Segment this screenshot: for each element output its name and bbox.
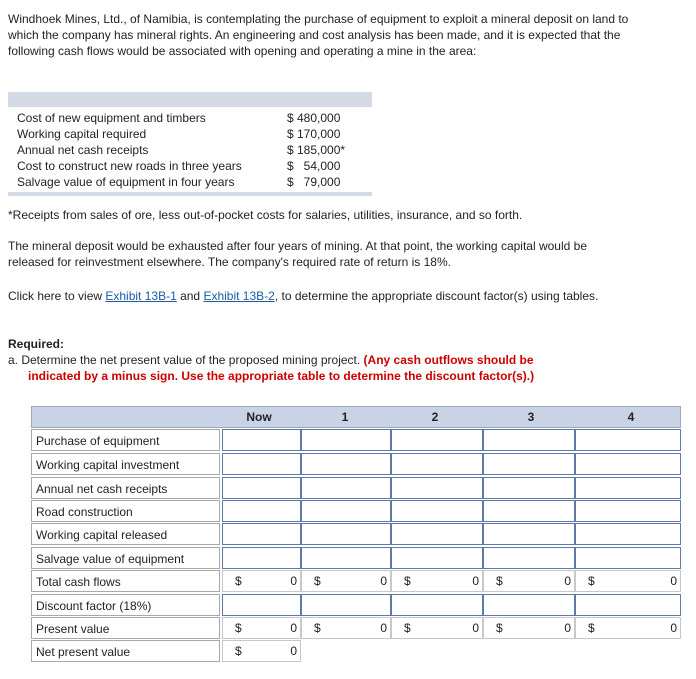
given-label: Annual net cash receipts: [17, 143, 149, 157]
answer-input[interactable]: [575, 500, 681, 522]
year-header: Now: [246, 410, 272, 424]
exhibit-text-mid: and: [176, 289, 204, 303]
part-a-instruction: (Any cash outflows should be: [363, 353, 534, 367]
total-cash-flow-value: 0: [670, 574, 677, 588]
row-label: Net present value: [31, 640, 220, 662]
given-row: [17, 158, 372, 174]
cash-flow-data-table: [8, 92, 372, 196]
given-value: $ 480,000: [287, 111, 341, 125]
given-table-footer: [8, 192, 372, 196]
answer-input[interactable]: [222, 500, 301, 522]
year-header: 2: [431, 410, 439, 424]
answer-input[interactable]: [301, 500, 391, 522]
required-heading: Required:: [8, 337, 65, 351]
exhibit-13b-2-link[interactable]: Exhibit 13B-2: [203, 289, 275, 303]
year-header: 3: [527, 410, 535, 424]
currency-symbol: $: [496, 621, 503, 635]
answer-input[interactable]: [575, 594, 681, 616]
answer-input[interactable]: [301, 523, 391, 545]
currency-symbol: $: [588, 621, 595, 635]
total-cash-flow-value: 0: [380, 574, 387, 588]
given-table-header: [8, 92, 372, 107]
answer-input[interactable]: [575, 523, 681, 545]
given-row: [17, 126, 372, 142]
problem-intro: Windhoek Mines, Ltd., of Namibia, is contemplating the purchase of equipment to exploit a mineral deposit on land to which the company has mineral rights. An engineering and cost analysis has been made, and it is expected that the following cash flows would be associated with opening and operating a mine in the area:: [8, 12, 629, 58]
currency-symbol: $: [588, 574, 595, 588]
present-value: 0: [670, 621, 677, 635]
total-cash-flow-value: 0: [564, 574, 571, 588]
exhibit-text-pre: Click here to view: [8, 289, 106, 303]
answer-input[interactable]: [391, 547, 483, 569]
given-row: [17, 174, 372, 190]
row-label: Salvage value of equipment: [31, 547, 220, 569]
exhibit-text-post: , to determine the appropriate discount factor(s) using tables.: [274, 289, 599, 303]
answer-input[interactable]: [391, 477, 483, 499]
answer-input[interactable]: [301, 453, 391, 475]
answer-input[interactable]: [575, 429, 681, 451]
answer-input[interactable]: [301, 594, 391, 616]
required-part-a: [8, 352, 688, 368]
row-label: Present value: [31, 617, 220, 639]
answer-input[interactable]: [301, 429, 391, 451]
answer-input[interactable]: [391, 594, 483, 616]
answer-input[interactable]: [222, 547, 301, 569]
row-label: Discount factor (18%): [31, 594, 220, 616]
problem-context: The mineral deposit would be exhausted after four years of mining. At that point, the working capital would be released for reinvestment elsewhere. The company's required rate of return is 18%.: [8, 239, 587, 269]
answer-input[interactable]: [222, 429, 301, 451]
given-value: $ 79,000: [287, 175, 341, 189]
npv-value: 0: [290, 644, 297, 658]
answer-input[interactable]: [483, 500, 575, 522]
row-label: Annual net cash receipts: [31, 477, 220, 499]
part-a-instruction-cont: indicated by a minus sign. Use the appropriate table to determine the discount factor(s).): [28, 369, 535, 383]
answer-input[interactable]: [483, 523, 575, 545]
given-value: $ 185,000*: [287, 143, 346, 157]
part-a-text: a. Determine the net present value of the proposed mining project.: [8, 353, 364, 367]
row-label: Working capital released: [31, 523, 220, 545]
answer-input[interactable]: [483, 594, 575, 616]
currency-symbol: $: [235, 621, 242, 635]
row-label: Road construction: [31, 500, 220, 522]
currency-symbol: $: [235, 644, 242, 658]
present-value: 0: [380, 621, 387, 635]
answer-input[interactable]: [391, 523, 483, 545]
currency-symbol: $: [496, 574, 503, 588]
answer-input[interactable]: [483, 547, 575, 569]
answer-input[interactable]: [483, 477, 575, 499]
currency-symbol: $: [235, 574, 242, 588]
year-header: 4: [627, 410, 635, 424]
given-row: [17, 110, 372, 126]
year-header: 1: [341, 410, 349, 424]
answer-input[interactable]: [483, 453, 575, 475]
answer-input[interactable]: [222, 453, 301, 475]
npv-worksheet: [31, 406, 681, 662]
given-label: Cost to construct new roads in three years: [17, 159, 242, 173]
total-cash-flow-value: 0: [472, 574, 479, 588]
given-row: [17, 142, 372, 158]
answer-input[interactable]: [301, 477, 391, 499]
exhibit-instructions: [8, 288, 628, 304]
currency-symbol: $: [404, 621, 411, 635]
given-label: Salvage value of equipment in four years: [17, 175, 235, 189]
answer-input[interactable]: [301, 547, 391, 569]
currency-symbol: $: [314, 621, 321, 635]
given-label: Working capital required: [17, 127, 147, 141]
exhibit-13b-1-link[interactable]: Exhibit 13B-1: [105, 289, 177, 303]
answer-input[interactable]: [222, 523, 301, 545]
total-cash-flow-value: 0: [290, 574, 297, 588]
present-value: 0: [564, 621, 571, 635]
answer-input[interactable]: [483, 429, 575, 451]
given-value: $ 170,000: [287, 127, 341, 141]
given-label: Cost of new equipment and timbers: [17, 111, 206, 125]
answer-input[interactable]: [575, 547, 681, 569]
answer-input[interactable]: [222, 594, 301, 616]
answer-input[interactable]: [222, 477, 301, 499]
row-label: Working capital investment: [31, 453, 220, 475]
present-value: 0: [472, 621, 479, 635]
answer-input[interactable]: [391, 453, 483, 475]
present-value: 0: [290, 621, 297, 635]
row-label: Purchase of equipment: [31, 429, 220, 451]
answer-input[interactable]: [575, 453, 681, 475]
currency-symbol: $: [314, 574, 321, 588]
answer-input[interactable]: [391, 500, 483, 522]
given-value: $ 54,000: [287, 159, 341, 173]
footnote: *Receipts from sales of ore, less out-of-pocket costs for salaries, utilities, insurance, and so forth.: [8, 208, 523, 222]
answer-input[interactable]: [391, 429, 483, 451]
answer-input[interactable]: [575, 477, 681, 499]
currency-symbol: $: [404, 574, 411, 588]
row-label: Total cash flows: [31, 570, 220, 592]
